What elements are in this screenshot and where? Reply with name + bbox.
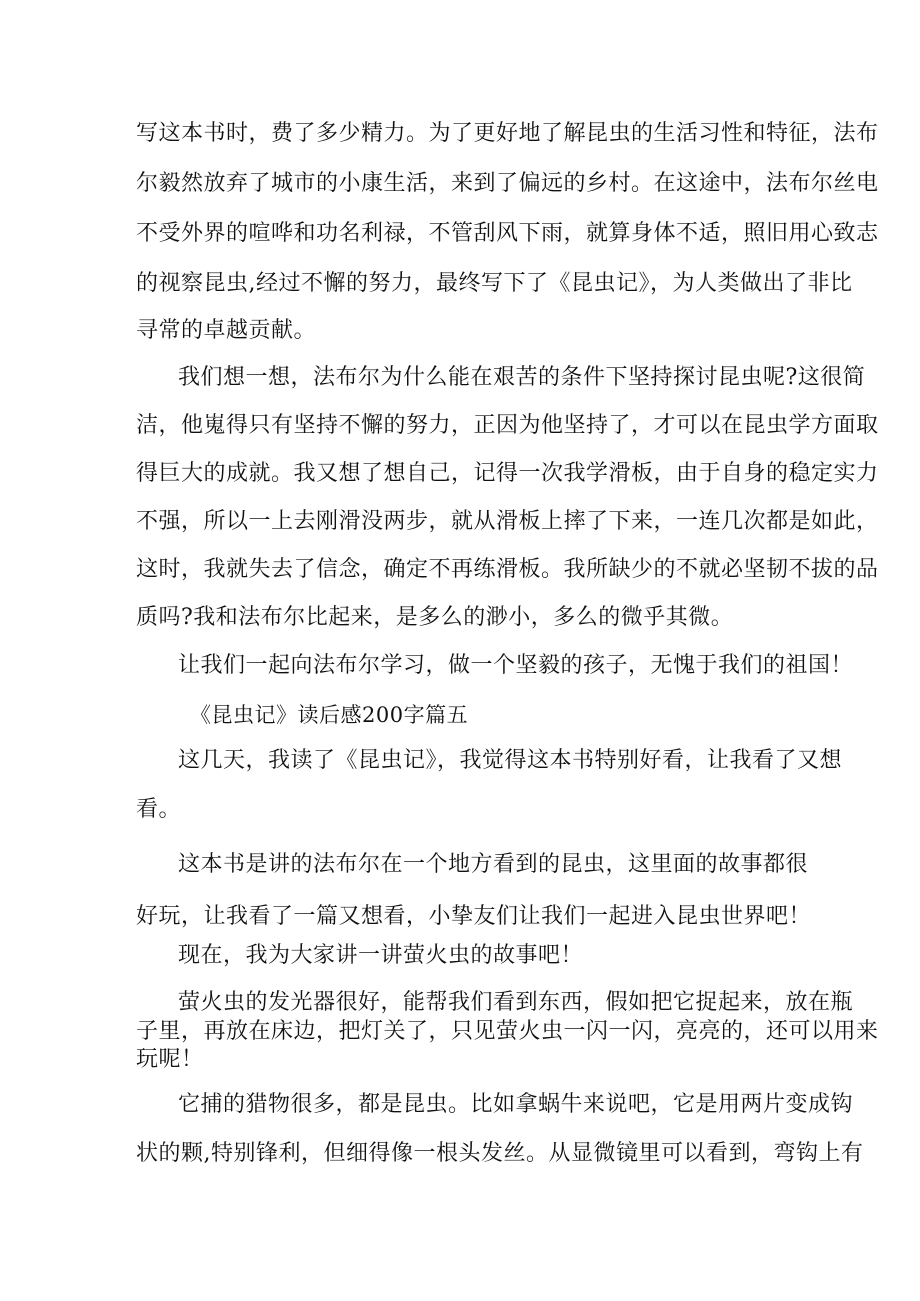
text-line: 不强，所以一上去刚滑没两步，就从滑板上摔了下来，一连几次都是如此， xyxy=(136,509,879,534)
text-line: 看。 xyxy=(136,797,182,822)
text-line: 我们想一想，法布尔为什么能在艰苦的条件下坚持探讨昆虫呢?这很简 xyxy=(178,365,866,390)
text-line: 得巨大的成就。我又想了想自己，记得一次我学滑板，由于自身的稳定实力 xyxy=(136,461,879,486)
section-heading: 《昆虫记》读后感200字篇五 xyxy=(190,703,469,727)
text-line: 玩呢！ xyxy=(136,1047,204,1072)
text-line: 它捕的猎物很多，都是昆虫。比如拿蜗牛来说吧，它是用两片变成钩 xyxy=(178,1092,854,1117)
text-line: 好玩，让我看了一篇又想看，小挚友们让我们一起进入昆虫世界吧！ xyxy=(136,904,812,929)
text-line: 子里，再放在床边，把灯关了，只见萤火虫一闪一闪，亮亮的，还可以用来 xyxy=(136,1019,879,1044)
text-line: 质吗?我和法布尔比起来，是多么的渺小，多么的微乎其微。 xyxy=(136,605,734,630)
text-line: 的视察昆虫,经过不懈的努力，最终写下了《昆虫记》，为人类做出了非比 xyxy=(136,271,853,296)
text-line: 这本书是讲的法布尔在一个地方看到的昆虫，这里面的故事都很 xyxy=(178,852,809,877)
text-line: 不受外界的喧哗和功名利禄，不管刮风下雨，就算身体不适，照旧用心致志 xyxy=(136,221,879,246)
text-line: 写这本书时，费了多少精力。为了更好地了解昆虫的生活习性和特征，法布 xyxy=(136,121,879,146)
text-line: 这时，我就失去了信念，确定不再练滑板。我所缺少的不就必坚韧不拔的品 xyxy=(136,557,879,582)
text-line: 状的颗,特别锋利，但细得像一根头发丝。从显微镜里可以看到，弯钩上有 xyxy=(136,1141,864,1166)
text-line: 现在，我为大家讲一讲萤火虫的故事吧！ xyxy=(178,943,584,968)
text-line: 让我们一起向法布尔学习，做一个坚毅的孩子，无愧于我们的祖国！ xyxy=(178,653,854,678)
text-line: 尔毅然放弃了城市的小康生活，来到了偏远的乡村。在这途中，法布尔丝电 xyxy=(136,171,879,196)
text-line: 洁，他嵬得只有坚持不懈的努力，正因为他坚持了，才可以在昆虫学方面取 xyxy=(136,413,879,438)
text-line: 这几天，我读了《昆虫记》，我觉得这本书特别好看，让我看了又想 xyxy=(178,748,843,773)
text-line: 萤火虫的发光器很好，能帮我们看到东西，假如把它捉起来，放在瓶 xyxy=(178,990,854,1015)
text-line: 寻常的卓越贡献。 xyxy=(136,318,317,343)
